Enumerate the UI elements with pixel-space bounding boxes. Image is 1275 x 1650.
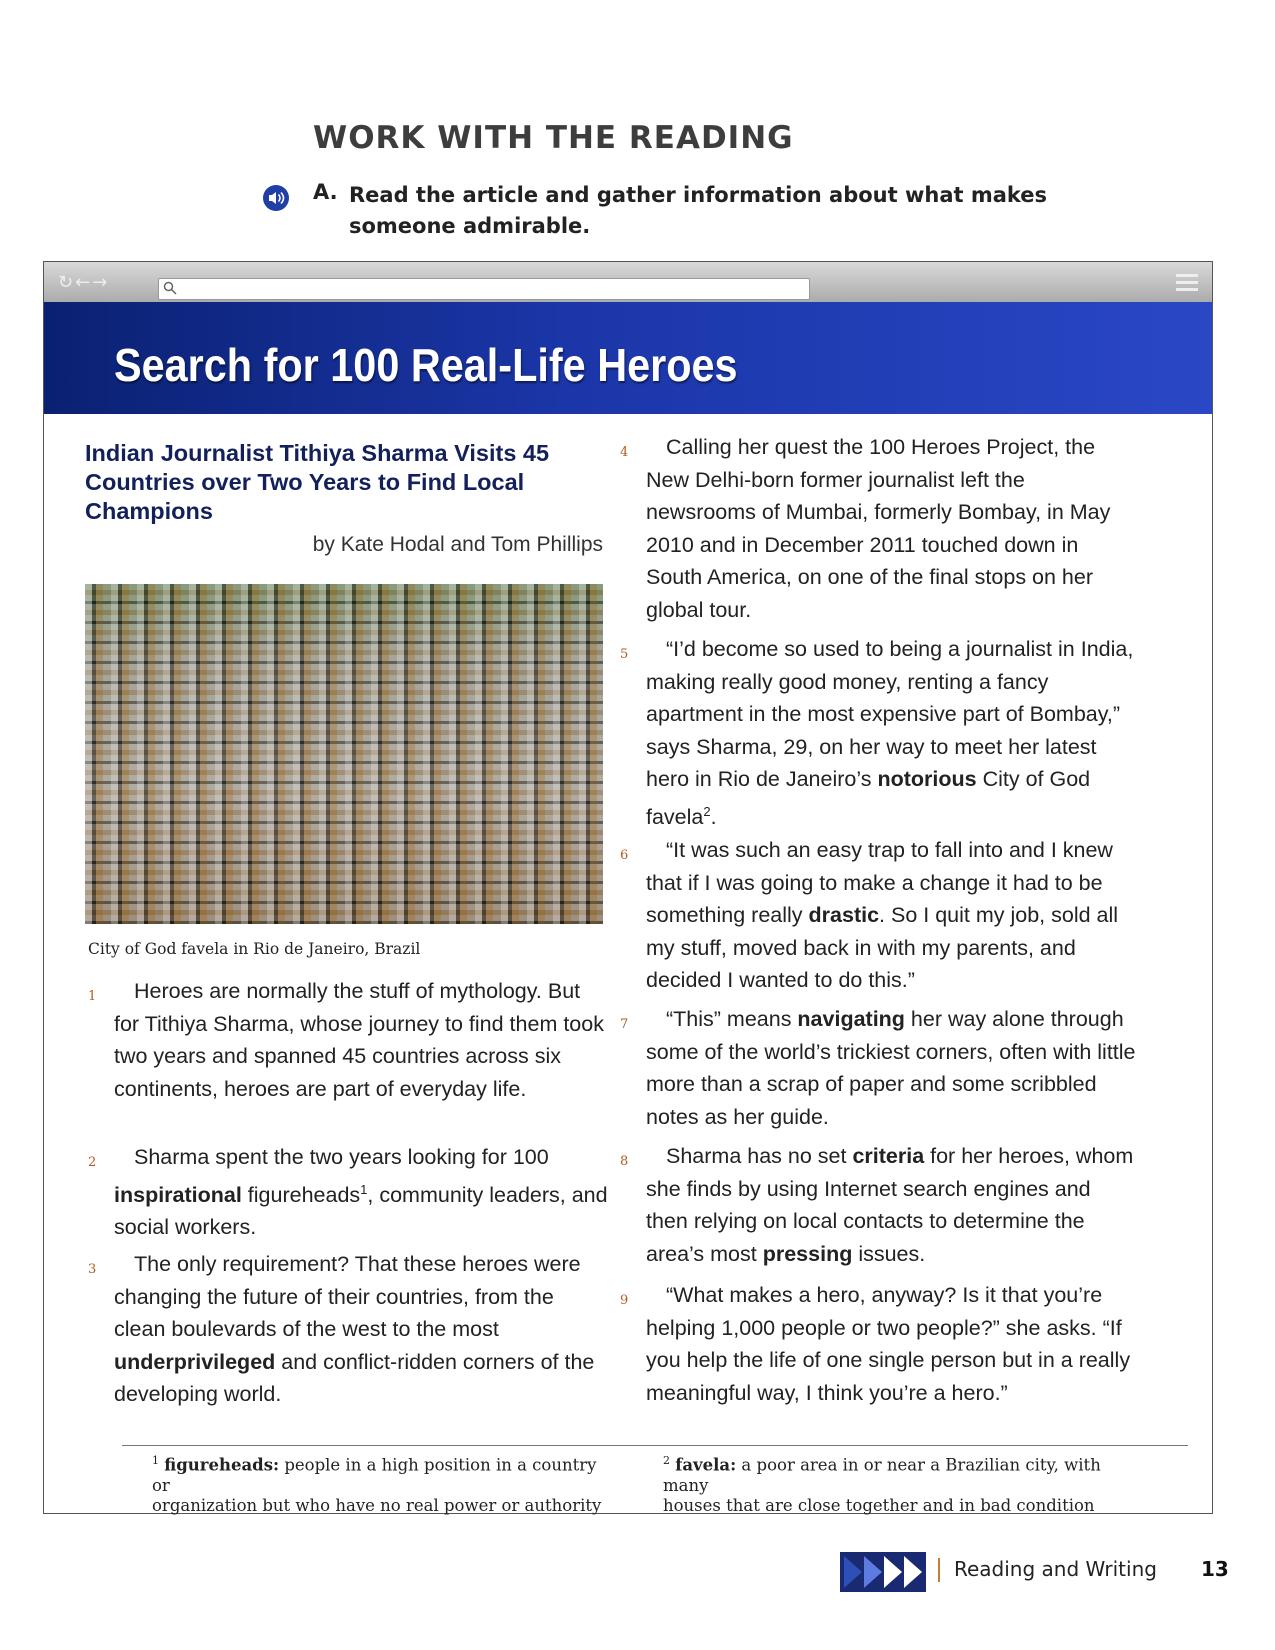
footnote-term: favela: (675, 1455, 737, 1475)
paragraph (646, 1140, 1136, 1270)
browser-toolbar (44, 262, 1212, 304)
forward-arrow-icon[interactable]: → (92, 272, 110, 293)
nav-buttons (58, 272, 109, 293)
paragraph-text: for her heroes, whom she finds by using Internet search engines and then relying on local contacts to determine the area’s most (646, 1144, 1134, 1266)
paragraph-text: Calling her quest the 100 Heroes Project, the New Delhi-born former journalist left the newsrooms of Mumbai, formerly Bombay, in May 2010 and in December 2011 touched down in South America, on one of the final stops on her global tour. (646, 435, 1111, 622)
paragraph-text: “What makes a hero, anyway? Is it that you’re helping 1,000 people or two people?” she asks. “If you help the life of one single person but in a really meaningful way, I think you’re a hero.” (646, 1283, 1131, 1405)
article-title: Search for 100 Real-Life Heroes (114, 339, 738, 391)
vocab-term: notorious (877, 767, 977, 791)
paragraph-text: Sharma has no set (666, 1144, 853, 1168)
footnote-definition: a poor area in or near a Brazilian city, with many (663, 1455, 1101, 1495)
paragraph (114, 975, 610, 1105)
vocab-term: pressing (762, 1241, 853, 1266)
audio-speaker-icon[interactable] (262, 184, 290, 212)
footnote-ref: 1 (360, 1181, 368, 1197)
paragraph-text: “This” means (666, 1007, 798, 1031)
footnote-number: 1 (152, 1454, 159, 1467)
article-subtitle: Indian Journalist Tithiya Sharma Visits 45 Countries over Two Years to Find Local Champions (85, 440, 550, 524)
paragraph-number: 8 (620, 1154, 629, 1169)
photo-caption: City of God favela in Rio de Janeiro, Brazil (88, 940, 421, 958)
vocab-term: underprivileged (114, 1349, 276, 1374)
instruction-letter: A. (313, 180, 338, 204)
footer-section-label: Reading and Writing (954, 1557, 1157, 1581)
paragraph (646, 1003, 1136, 1133)
instruction-text: Read the article and gather information about what makes someone admirable. (349, 183, 1048, 238)
paragraph-text: figureheads (241, 1182, 361, 1207)
paragraph-number: 6 (620, 848, 629, 863)
vocab-term: navigating (797, 1007, 905, 1031)
byline: by Kate Hodal and Tom Phillips (312, 533, 603, 556)
reload-icon[interactable]: ↻ (58, 272, 76, 293)
footnote-number: 2 (663, 1454, 670, 1467)
footnote-definition-cont: houses that are close together and in bad condition (663, 1495, 1095, 1515)
paragraph-text: City of God favela (646, 767, 1091, 829)
menu-icon[interactable] (1176, 274, 1198, 295)
paragraph (646, 1279, 1136, 1409)
paragraph-text: “It was such an easy trap to fall into and I knew that if I was going to make a change it had to be something really (646, 838, 1113, 927)
paragraph-text: . So I quit my job, sold all my stuff, moved back in with my parents, and decided I wanted to do this.” (646, 903, 1119, 992)
paragraph-text: Sharma spent the two years looking for 100 (134, 1145, 549, 1169)
paragraph-text: . (710, 804, 717, 829)
vocab-term: drastic (808, 903, 880, 927)
paragraph-text: Heroes are normally the stuff of mythology. But for Tithiya Sharma, whose journey to find them took two years and spanned 45 countries across six continents, heroes are part of everyday life. (114, 979, 604, 1101)
paragraph (646, 834, 1136, 997)
article-banner (44, 302, 1212, 414)
favela-photo (85, 584, 603, 924)
paragraph-number: 4 (620, 445, 629, 460)
footnote (118, 1451, 618, 1516)
footnote-definition: people in a high position in a country or (152, 1455, 597, 1495)
footnote-definition-cont: organization but who have no real power or authority (152, 1495, 602, 1515)
vocab-term: criteria (852, 1144, 925, 1168)
back-arrow-icon[interactable]: ← (75, 272, 93, 293)
paragraph-text: her way alone through some of the world’s trickiest corners, often with little more than a scrap of paper and some scribbled notes as her guide. (646, 1007, 1136, 1129)
paragraph-number: 5 (620, 647, 629, 662)
chevron-arrows-icon (840, 1552, 926, 1592)
paragraph (646, 633, 1136, 833)
paragraph (646, 431, 1136, 626)
paragraph (114, 1248, 610, 1411)
paragraph-text: , community leaders, and social workers. (114, 1182, 608, 1240)
vocab-term: inspirational (114, 1182, 242, 1207)
paragraph-number: 1 (88, 989, 97, 1004)
paragraph (114, 1141, 610, 1244)
paragraph-number: 2 (88, 1155, 97, 1170)
footnote-ref: 2 (703, 803, 711, 819)
paragraph-text: issues. (852, 1241, 926, 1266)
paragraph-number: 3 (88, 1262, 97, 1277)
footnote (629, 1451, 1129, 1516)
footnote-term: figureheads: (164, 1455, 280, 1475)
section-heading: WORK WITH THE READING (313, 120, 794, 156)
footnote-divider (122, 1445, 1188, 1446)
paragraph-text: and conflict-ridden corners of the developing world. (114, 1349, 595, 1406)
paragraph-number: 9 (620, 1293, 629, 1308)
address-bar[interactable] (158, 278, 810, 300)
search-icon (163, 281, 177, 295)
paragraph-text: “I’d become so used to being a journalist in India, making really good money, renting a fancy apartment in the most expensive part of Bombay,” says Sharma, 29, on her way to meet her latest hero in Rio de Janeiro’s (646, 637, 1134, 791)
paragraph-text: The only requirement? That these heroes were changing the future of their countries, from the clean boulevards of the west to the most (114, 1252, 581, 1341)
footer-separator (938, 1558, 940, 1582)
page-number: 13 (1201, 1557, 1229, 1581)
paragraph-number: 7 (620, 1017, 629, 1032)
